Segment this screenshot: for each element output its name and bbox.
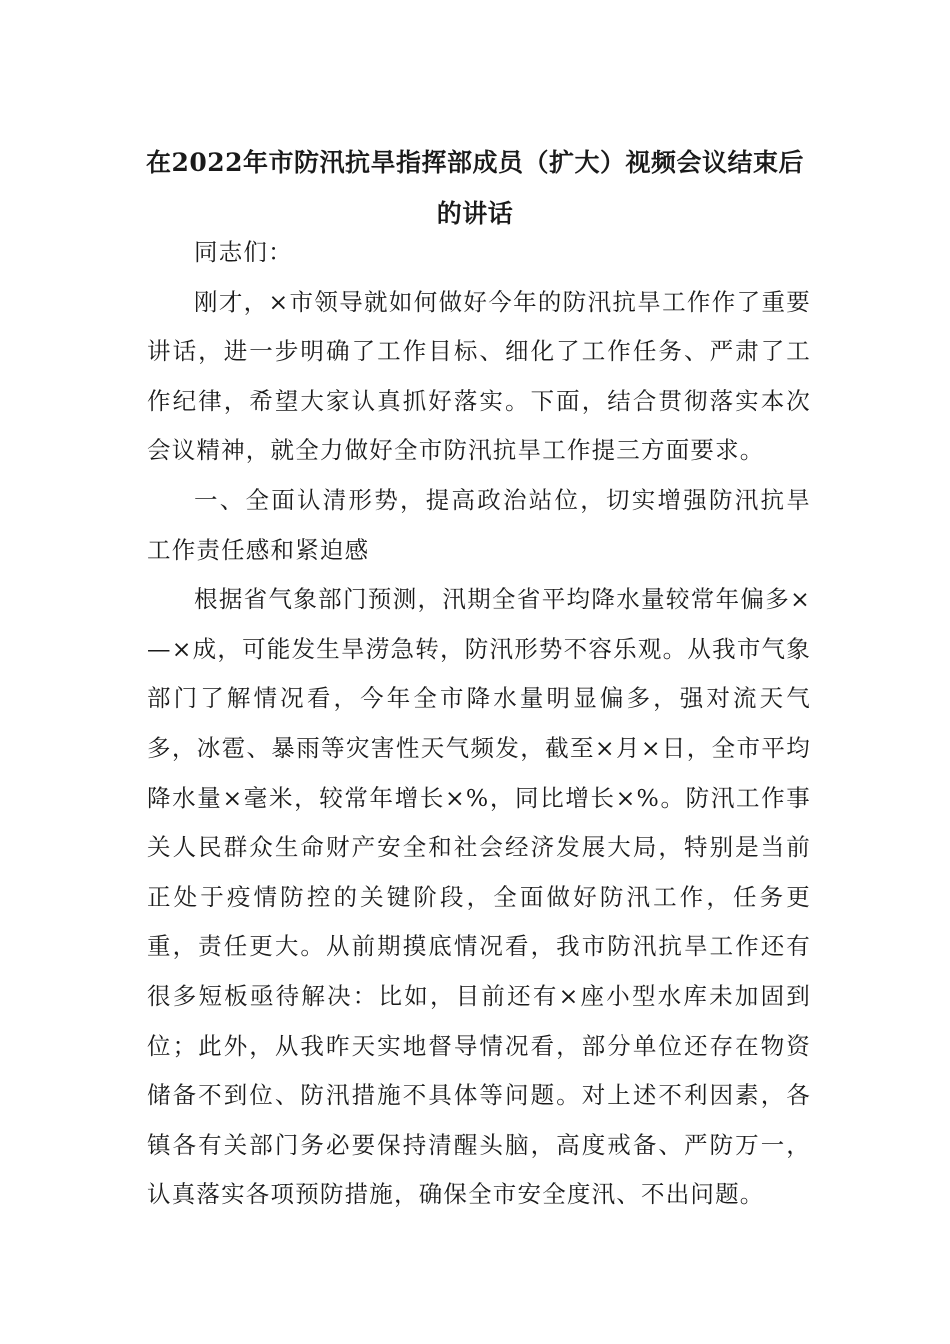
body-paragraph: 根据省气象部门预测，汛期全省平均降水量较常年偏多×—×成，可能发生旱涝急转，防汛形势不容乐观。从我市气象部门了解情况看，今年全市降水量明显偏多，强对流天气多，冰雹、暴雨等灾害性天气频发，截至×月×日，全市平均降水量×毫米，较常年增长×%，同比增长×%。防汛工作事关人民群众生命财产安全和社会经济发展大局，特别是当前正处于疫情防控的关键阶段，全面做好防汛工作，任务更重，责任更大。从前期摸底情况看，我市防汛抗旱工作还有很多短板亟待解决：比如，目前还有×座小型水库未加固到位；此外，从我昨天实地督导情况看，部分单位还存在物资储备不到位、防汛措施不具体等问题。对上述不利因素，各镇各有关部门务必要保持清醒头脑，高度戒备、严防万一，认真落实各项预防措施，确保全市安全度汛、不出问题。 <box>147 585 811 1209</box>
document-body <box>147 228 811 1220</box>
section-heading-1: 一、全面认清形势，提高政治站位，切实增强防汛抗旱工作责任感和紧迫感 <box>147 485 811 564</box>
document-title-line-1: 在2022年市防汛抗旱指挥部成员（扩大）视频会议结束后 <box>145 148 805 177</box>
intro-paragraph: 刚才，×市领导就如何做好今年的防汛抗旱工作作了重要讲话，进一步明确了工作目标、细化了工作任务、严肃了工作纪律，希望大家认真抓好落实。下面，结合贯彻落实本次会议精神，就全力做好全市防汛抗旱工作提三方面要求。 <box>147 287 811 465</box>
document-title-line-2: 的讲话 <box>436 199 514 228</box>
salutation-paragraph: 同志们： <box>194 238 293 266</box>
